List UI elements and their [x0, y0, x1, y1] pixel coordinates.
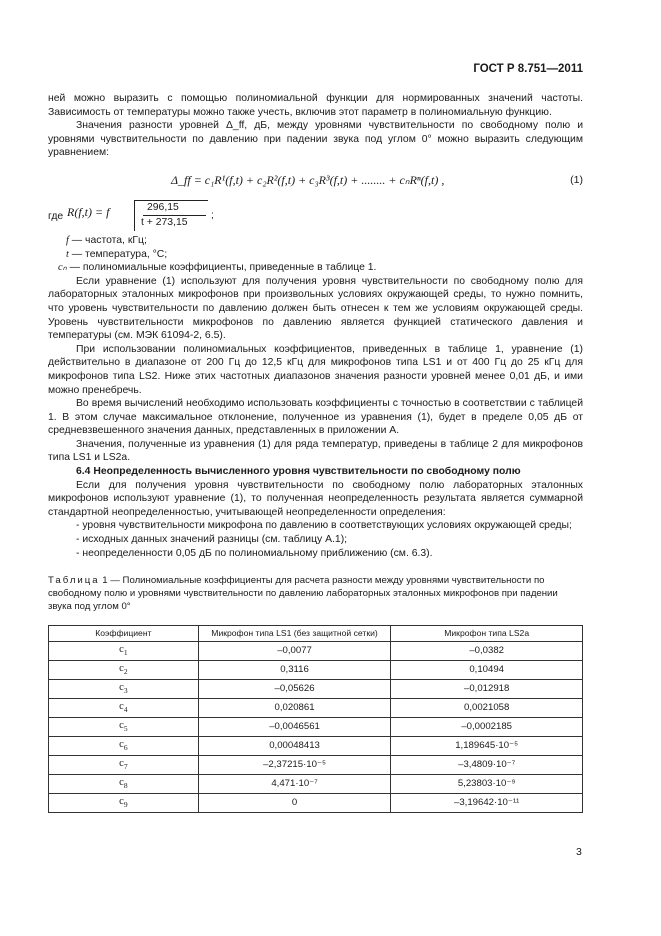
column-header: Коэффициент	[49, 626, 199, 642]
ls2-value: –3,4809·10⁻⁷	[391, 756, 583, 775]
caption-label: Таблица	[48, 575, 100, 587]
coefficient-cell: $c_2$	[49, 661, 199, 680]
coefficient-cell: $c_9$	[49, 794, 199, 813]
equation-1	[48, 172, 583, 192]
ls2-value: –0,0002185	[391, 718, 583, 737]
definition-item: t — температура, °С;	[66, 248, 168, 260]
coefficient-cell: $c_4$	[49, 699, 199, 718]
ls2-value: 1,189645·10⁻⁵	[391, 737, 583, 756]
coefficient-table	[48, 625, 583, 813]
table-row	[49, 794, 583, 813]
table-row	[49, 680, 583, 699]
table-row	[49, 756, 583, 775]
ls1-value: –2,37215·10⁻⁵	[198, 756, 391, 775]
ls1-value: –0,05626	[198, 680, 391, 699]
list-item: - исходных данных значений разницы (см. таблицу А.1);	[76, 534, 348, 546]
ls2-value: 0,0021058	[391, 699, 583, 718]
paragraph: Если уравнение (1) используют для получения уровня чувствительности по свободному полю для лабораторных эталонных микрофонов при произвольных условиях окружающей среды, то нужно помнить, что уровень чувствительности по давлению должен быть отнесен к тем же условиям окружающей среды. Уровень чувствительности микрофонов по давлению является функцией статического давления и температуры (см. МЭК 61094-2, 6.5).	[48, 275, 583, 342]
standard-header: ГОСТ Р 8.751—2011	[473, 63, 583, 75]
equation-expression: Δ_ff = c₁R¹(f,t) + c₂R²(f,t) + c₃R³(f,t) + ........ + cₙRⁿ(f,t) ,	[171, 172, 445, 187]
coefficient-cell: $c_8$	[49, 775, 199, 794]
ls1-value: –0,0077	[198, 642, 391, 661]
ls2-value: 0,10494	[391, 661, 583, 680]
ls2-value: –0,012918	[391, 680, 583, 699]
coefficient-cell: $c_1$	[49, 642, 199, 661]
ls1-value: 0,00048413	[198, 737, 391, 756]
definition-item: cₙ — полиномиальные коэффициенты, приведенные в таблице 1.	[58, 262, 377, 274]
paragraph: Значения разности уровней Δ_ff, дБ, между уровнями чувствительности по свободному полю и уровнями чувствительности по давлению при падении звука под углом 0° можно выразить следующим уравнением:	[48, 120, 583, 159]
document-body	[48, 92, 583, 813]
ls1-value: 4,471·10⁻⁷	[198, 775, 391, 794]
table-row	[49, 642, 583, 661]
where-clause	[48, 198, 583, 232]
table-row	[49, 699, 583, 718]
table-row	[49, 718, 583, 737]
paragraph: Во время вычислений необходимо использовать коэффициенты с точностью в соответствии с таблицей 1. В этом случае максимальное отклонение, полученное из уравнения (1), будет в пределе 0,05 дБ от средневзвешенного значения данных, представленных в приложении А.	[48, 398, 583, 437]
coefficient-cell: $c_3$	[49, 680, 199, 699]
ls2-value: –3,19642·10⁻¹¹	[391, 794, 583, 813]
equation-number: (1)	[570, 173, 583, 186]
ls2-value: –0,0382	[391, 642, 583, 661]
caption-text: 1 — Полиномиальные коэффициенты для расчета разности между уровнями чувствительности по свободному полю и уровнями чувствительности по давлению лабораторных эталонных микрофонов при падении звука под углом 0°	[48, 575, 558, 613]
column-header: Микрофон типа LS1 (без защитной сетки)	[198, 626, 391, 642]
definition-item: f — частота, кГц;	[66, 234, 147, 246]
section-heading: 6.4 Неопределенность вычисленного уровня чувствительности по свободному полю	[76, 466, 521, 478]
column-header: Микрофон типа LS2a	[391, 626, 583, 642]
symbol-definitions	[48, 234, 583, 275]
paragraph: ней можно выразить с помощью полиномиальной функции для нормированных значений частоты. Зависимость от температуры можно также учесть, включив этот параметр в полиномиальную функцию.	[48, 93, 583, 118]
paragraph: Если для получения уровня чувствительности по свободному полю лабораторных эталонных микрофонов используют уравнение (1), то полученная неопределенность результата является суммарной стандартной неопределенностью, учитывающей неопределенности определения:	[48, 479, 583, 518]
fraction-numerator: 296,15	[147, 201, 179, 213]
paragraph: При использовании полиномиальных коэффициентов, приведенных в таблице 1, уравнение (1) действительно в диапазоне от 200 Гц до 12,5 кГц для микрофонов типа LS1 и от 400 Гц до 25 кГц для микрофонов типа LS2. Ниже этих частотных диапазонов значения разности уровней менее 0,01 дБ, и ими можно пренебречь.	[48, 343, 583, 396]
table-row	[49, 661, 583, 680]
ls1-value: –0,0046561	[198, 718, 391, 737]
fraction-end: ;	[211, 209, 214, 221]
coefficient-cell: $c_6$	[49, 737, 199, 756]
table-caption	[48, 574, 583, 613]
table-row	[49, 737, 583, 756]
ls2-value: 5,23803·10⁻⁹	[391, 775, 583, 794]
root-fraction	[134, 200, 214, 231]
ls1-value: 0,3116	[198, 661, 391, 680]
coefficient-cell: $c_5$	[49, 718, 199, 737]
fraction-denominator: t + 273,15	[141, 216, 188, 228]
ls1-value: 0	[198, 794, 391, 813]
function-definition: R(f,t) = f	[67, 204, 110, 219]
page-number: 3	[576, 846, 582, 858]
paragraph: Значения, полученные из уравнения (1) для ряда температур, приведены в таблице 2 для микрофонов типа LS1 и LS2a.	[48, 438, 583, 464]
coefficient-cell: $c_7$	[49, 756, 199, 775]
table-row	[49, 775, 583, 794]
ls1-value: 0,020861	[198, 699, 391, 718]
list-item: - уровня чувствительности микрофона по давлению в соответствующих условиях окружающей среды;	[76, 520, 572, 532]
table-header-row	[49, 626, 583, 642]
list-item: - неопределенности 0,05 дБ по полиномиальному приближению (см. 6.3).	[76, 547, 433, 559]
where-label: где	[48, 210, 64, 222]
